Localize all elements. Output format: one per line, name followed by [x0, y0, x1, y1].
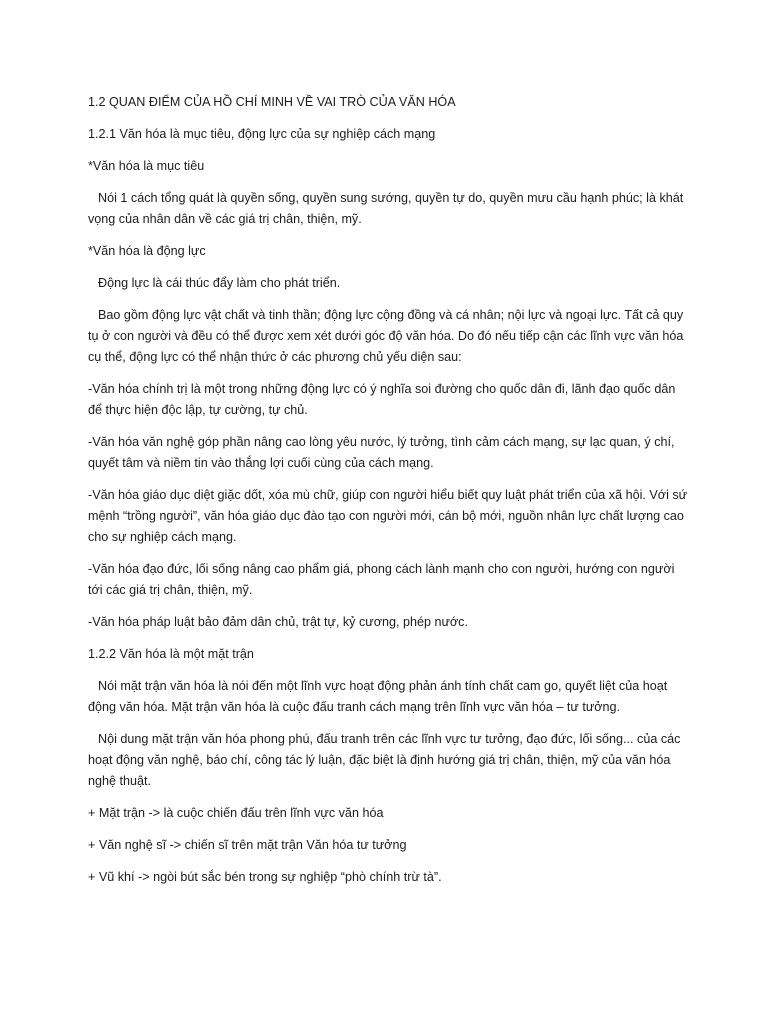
section-heading-culture-front: 1.2.2 Văn hóa là một mặt trận — [88, 647, 254, 661]
list-item-education: -Văn hóa giáo dục diệt giặc dốt, xóa mù chữ, giúp con người hiểu biết quy luật phát triển của xã hội. Với sứ mệnh “trồng người”, văn hóa giáo dục đào tạo con người mới, cán bộ mới, nguồn nhân lực chất lượng cao cho sự nghiệp cách mạng. — [88, 488, 688, 544]
list-item-politics: -Văn hóa chính trị là một trong những động lực có ý nghĩa soi đường cho quốc dân đi, lãnh đạo quốc dân để thực hiện độc lập, tự cường, tự chủ. — [88, 382, 676, 417]
list-item-ethics: -Văn hóa đạo đức, lối sống nâng cao phẩm giá, phong cách lành mạnh cho con người, hướng con người tới các giá trị chân, thiện, mỹ. — [88, 562, 675, 597]
section-heading-culture-goal-motive: 1.2.1 Văn hóa là mục tiêu, động lực của sự nghiệp cách mạng — [88, 127, 436, 141]
main-heading: 1.2 QUAN ĐIỂM CỦA HỒ CHÍ MINH VỀ VAI TRÒ CỦA VĂN HÓA — [88, 95, 456, 109]
label-culture-is-goal: *Văn hóa là mục tiêu — [88, 159, 205, 173]
paragraph-front-content: Nội dung mặt trận văn hóa phong phú, đấu tranh trên các lĩnh vực tư tưởng, đạo đức, lối sống... của các hoạt động văn nghệ, báo chí, công tác lý luận, đặc biệt là định hướng giá trị chân, thiện, mỹ của văn hóa nghệ thuật. — [88, 732, 681, 788]
bullet-artist: + Văn nghệ sĩ -> chiến sĩ trên mặt trận Văn hóa tư tưởng — [88, 838, 407, 852]
list-item-arts: -Văn hóa văn nghệ góp phần nâng cao lòng yêu nước, lý tưởng, tình cảm cách mạng, sự lạc quan, ý chí, quyết tâm và niềm tin vào thắng lợi cuối cùng của cách mạng. — [88, 435, 675, 470]
paragraph-motive-definition: Động lực là cái thúc đẩy làm cho phát triển. — [98, 276, 341, 290]
bullet-weapon: + Vũ khí -> ngòi bút sắc bén trong sự nghiệp “phò chính trừ tà”. — [88, 870, 442, 884]
label-culture-is-motive: *Văn hóa là động lực — [88, 244, 206, 258]
paragraph-motive-types: Bao gồm động lực vật chất và tinh thần; động lực cộng đồng và cá nhân; nội lực và ngoại lực. Tất cả quy tụ ở con người và đều có thể được xem xét dưới góc độ văn hóa. Do đó nếu tiếp cận các lĩnh vực văn hóa cụ thể, động lực có thể nhận thức ở các phương chủ yếu diện sau: — [88, 308, 684, 364]
document-body — [88, 92, 688, 899]
list-item-law: -Văn hóa pháp luật bảo đảm dân chủ, trật tự, kỷ cương, phép nước. — [88, 615, 468, 629]
paragraph-goal: Nói 1 cách tổng quát là quyền sống, quyền sung sướng, quyền tự do, quyền mưu cầu hạnh phúc; là khát vọng của nhân dân về các giá trị chân, thiện, mỹ. — [88, 191, 684, 226]
bullet-front: + Mặt trận -> là cuộc chiến đấu trên lĩnh vực văn hóa — [88, 806, 384, 820]
paragraph-front-definition: Nói mặt trận văn hóa là nói đến một lĩnh vực hoạt động phản ánh tính chất cam go, quyết liệt của hoạt động văn hóa. Mặt trận văn hóa là cuộc đấu tranh cách mạng trên lĩnh vực văn hóa – tư tưởng. — [88, 679, 668, 714]
